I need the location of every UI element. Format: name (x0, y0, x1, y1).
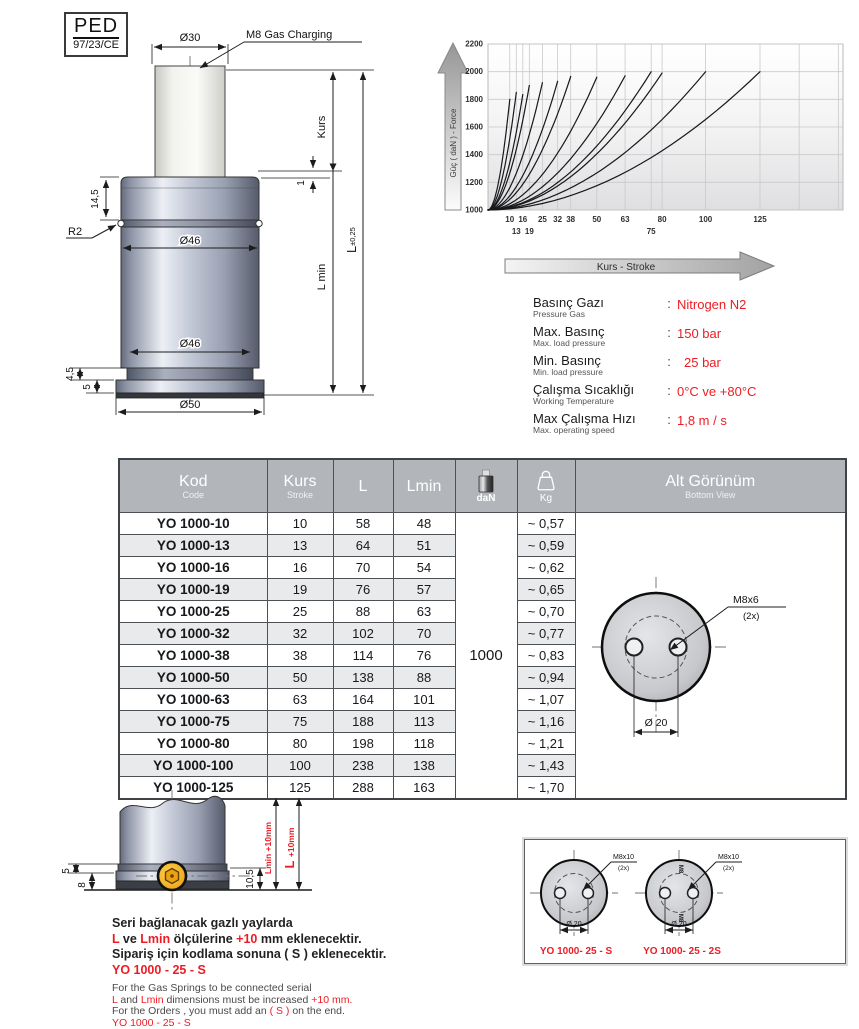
variant-caption: YO 1000- 25 - S (540, 946, 613, 957)
x-tick-labels (505, 215, 767, 236)
spec-label-tr: Çalışma Sıcaklığı (533, 383, 661, 396)
svg-text:1200: 1200 (465, 178, 483, 187)
cell-kg: ~ 0,62 (517, 557, 575, 579)
cell-kg: ~ 0,83 (517, 645, 575, 667)
svg-text:100: 100 (699, 215, 713, 224)
notes-english (112, 983, 492, 1029)
cell-stroke: 16 (267, 557, 333, 579)
spec-colon: : (661, 354, 677, 369)
dim-one: 1 (296, 180, 307, 186)
x-axis-title: Kurs - Stroke (597, 262, 656, 273)
dim-step2: 5 (82, 384, 93, 390)
dim-l-total: L±0,25 (345, 227, 359, 253)
svg-text:32: 32 (553, 215, 562, 224)
cell-kg: ~ 0,59 (517, 535, 575, 557)
col-header-kg: Kg (517, 459, 575, 513)
serial-variants-panel (524, 839, 846, 964)
svg-text:75: 75 (647, 227, 656, 236)
cell-lmin: 88 (393, 667, 455, 689)
cell-l: 238 (333, 755, 393, 777)
svg-text:38: 38 (566, 215, 575, 224)
spec-colon: : (661, 296, 677, 311)
note-line: L and Lmin dimensions must be increased +10 mm. (112, 995, 492, 1007)
cell-lmin: 57 (393, 579, 455, 601)
svg-text:63: 63 (621, 215, 630, 224)
dim-dia-rod: Ø30 (180, 32, 201, 44)
serial-variants-drawing (525, 840, 845, 963)
cell-l: 288 (333, 777, 393, 800)
col-header-dan: daN (455, 459, 517, 513)
spec-label-en: Working Temperature (533, 396, 661, 406)
cell-lmin: 51 (393, 535, 455, 557)
cell-code: YO 1000-63 (119, 689, 267, 711)
hole-spacing-label: Ø 20 (566, 921, 581, 928)
cell-code: YO 1000-125 (119, 777, 267, 800)
cell-code: YO 1000-32 (119, 623, 267, 645)
cell-lmin: 54 (393, 557, 455, 579)
svg-text:19: 19 (525, 227, 534, 236)
cell-kg: ~ 1,07 (517, 689, 575, 711)
cell-l: 76 (333, 579, 393, 601)
cell-lmin: 48 (393, 513, 455, 535)
svg-text:25: 25 (538, 215, 547, 224)
y-axis-title: Güç ( daN ) - Force (449, 108, 458, 177)
cell-l: 64 (333, 535, 393, 557)
note-line: L ve Lmin ölçülerine +10 mm eklenecektir. (112, 932, 492, 948)
dan-cylinder-icon (476, 469, 496, 493)
cell-stroke: 75 (267, 711, 333, 733)
spec-label-tr: Basınç Gazı (533, 296, 661, 309)
cell-code: YO 1000-13 (119, 535, 267, 557)
spec-label-tr: Max Çalışma Hızı (533, 412, 661, 425)
ped-title: PED (73, 16, 119, 39)
svg-text:80: 80 (658, 215, 667, 224)
cell-stroke: 38 (267, 645, 333, 667)
cell-stroke: 13 (267, 535, 333, 557)
cell-lmin: 70 (393, 623, 455, 645)
dim-5: 5 (61, 868, 72, 874)
lmin-plus10-label: Lmin +10mm (263, 821, 273, 874)
cell-code: YO 1000-10 (119, 513, 267, 535)
dim-kurs: Kurs (316, 115, 328, 138)
flange (116, 380, 264, 393)
cell-code: YO 1000-25 (119, 601, 267, 623)
svg-text:2200: 2200 (465, 40, 483, 49)
note-line-order-code: YO 1000 - 25 - S (112, 963, 492, 979)
spec-label-en: Pressure Gas (533, 309, 661, 319)
note-line: Sipariş için kodlama sonuna ( S ) eklenecektir. (112, 947, 492, 963)
svg-text:16: 16 (518, 215, 527, 224)
svg-text:50: 50 (592, 215, 601, 224)
ped-subtitle: 97/23/CE (73, 39, 119, 52)
cell-kg: ~ 0,57 (517, 513, 575, 535)
cell-kg: ~ 1,70 (517, 777, 575, 800)
cell-stroke: 125 (267, 777, 333, 800)
cell-stroke: 80 (267, 733, 333, 755)
cell-stroke: 50 (267, 667, 333, 689)
dim-dia-body-lower: Ø46 (180, 338, 201, 350)
cell-l: 58 (333, 513, 393, 535)
cell-stroke: 63 (267, 689, 333, 711)
spec-value: 150 bar (677, 325, 721, 341)
cell-l: 114 (333, 645, 393, 667)
svg-text:125: 125 (753, 215, 767, 224)
thread-label: M8x6 (733, 594, 759, 606)
cell-code: YO 1000-100 (119, 755, 267, 777)
neck (127, 368, 253, 380)
thread-count-label: (2x) (723, 865, 734, 872)
cell-l: 102 (333, 623, 393, 645)
dim-collar-height: 14,5 (90, 189, 101, 209)
note-line: Seri bağlanacak gazlı yaylarda (112, 916, 492, 932)
cell-lmin: 76 (393, 645, 455, 667)
svg-text:2000: 2000 (465, 67, 483, 76)
dim-105: 10,5 (245, 869, 256, 889)
cell-stroke: 25 (267, 601, 333, 623)
svg-text:1400: 1400 (465, 150, 483, 159)
dim-dia-flange: Ø50 (180, 399, 201, 411)
specifications-list (533, 296, 855, 441)
cell-l: 198 (333, 733, 393, 755)
force-stroke-chart (430, 15, 859, 290)
spec-colon: : (661, 325, 677, 340)
collar (121, 177, 259, 220)
cell-code: YO 1000-80 (119, 733, 267, 755)
cell-stroke: 19 (267, 579, 333, 601)
spec-row-max-speed (533, 412, 855, 433)
table-header-row (119, 459, 846, 513)
extra-thread-top-label: M8 (677, 865, 683, 874)
thread-label: M8x10 (613, 854, 634, 861)
cell-lmin: 118 (393, 733, 455, 755)
cell-code: YO 1000-19 (119, 579, 267, 601)
svg-text:10: 10 (505, 215, 514, 224)
cell-bottom-view-merged (575, 513, 846, 800)
cell-lmin: 163 (393, 777, 455, 800)
hole-spacing-label: Ø 20 (644, 717, 667, 729)
dim-8: 8 (77, 882, 88, 888)
piston-rod (155, 66, 225, 178)
thread-label: M8x10 (718, 854, 739, 861)
spec-value: 0°C ve +80°C (677, 383, 756, 399)
bottom-view-drawing (578, 519, 843, 789)
serial-mount-drawing (40, 790, 320, 922)
note-line: For the Gas Springs to be connected serial (112, 983, 492, 995)
cell-l: 70 (333, 557, 393, 579)
spec-label-en: Min. load pressure (533, 367, 661, 377)
spec-value: 1,8 m / s (677, 412, 727, 428)
gas-spring-side-drawing (0, 0, 430, 455)
col-header-bottom-view: Alt Görünüm Bottom View (575, 459, 846, 513)
variant-caption: YO 1000- 25 - 2S (643, 946, 721, 957)
table-body (119, 513, 846, 800)
cell-lmin: 138 (393, 755, 455, 777)
gas-charging-label: M8 Gas Charging (246, 29, 332, 41)
cell-l: 164 (333, 689, 393, 711)
thread-count-label: (2x) (618, 865, 629, 872)
cell-stroke: 100 (267, 755, 333, 777)
cell-kg: ~ 0,70 (517, 601, 575, 623)
dim-dia-body-upper: Ø46 (180, 235, 201, 247)
cell-dan-merged: 1000 (455, 513, 517, 800)
thread-count-label: (2x) (743, 611, 759, 622)
flange-base (116, 393, 264, 398)
cell-kg: ~ 0,65 (517, 579, 575, 601)
cell-lmin: 101 (393, 689, 455, 711)
cell-l: 88 (333, 601, 393, 623)
spec-value: Nitrogen N2 (677, 296, 746, 312)
hole-spacing-label: Ø 20 (671, 921, 686, 928)
spec-row-max-pressure (533, 325, 855, 346)
cell-code: YO 1000-50 (119, 667, 267, 689)
cell-code: YO 1000-16 (119, 557, 267, 579)
cylinder-body-broken (120, 796, 225, 864)
spec-label-en: Max. operating speed (533, 425, 661, 435)
kg-weight-icon (534, 469, 558, 493)
groove (121, 220, 259, 227)
cell-lmin: 113 (393, 711, 455, 733)
col-header-stroke: Kurs Stroke (267, 459, 333, 513)
extra-thread-bottom-label: M8 (677, 914, 683, 923)
dim-lmin: L min (316, 264, 328, 291)
cell-l: 138 (333, 667, 393, 689)
y-tick-labels (465, 40, 483, 215)
spec-label-tr: Max. Basınç (533, 325, 661, 338)
col-header-lmin: Lmin (393, 459, 455, 513)
cell-stroke: 32 (267, 623, 333, 645)
cell-l: 188 (333, 711, 393, 733)
svg-text:1000: 1000 (465, 206, 483, 215)
cell-stroke: 10 (267, 513, 333, 535)
note-line: For the Orders , you must add an ( S ) on the end. (112, 1006, 492, 1018)
cell-kg: ~ 0,94 (517, 667, 575, 689)
spec-colon: : (661, 412, 677, 427)
spec-label-en: Max. load pressure (533, 338, 661, 348)
col-header-code: Kod Code (119, 459, 267, 513)
cell-lmin: 63 (393, 601, 455, 623)
dim-r2: R2 (68, 226, 82, 238)
notes-turkish (112, 916, 492, 978)
variant-view-s (530, 850, 637, 957)
dim-step1: 4,5 (65, 367, 76, 381)
spec-row-working-temperature (533, 383, 855, 404)
thread-hole-left (625, 639, 642, 656)
cell-kg: ~ 1,43 (517, 755, 575, 777)
cell-kg: ~ 0,77 (517, 623, 575, 645)
spec-colon: : (661, 383, 677, 398)
svg-text:13: 13 (512, 227, 521, 236)
bottom-view-body (602, 593, 710, 701)
notes-block (112, 916, 492, 1029)
thread-hole-right (669, 639, 686, 656)
cell-code: YO 1000-38 (119, 645, 267, 667)
variant-view-2s (635, 850, 742, 957)
cell-code: YO 1000-75 (119, 711, 267, 733)
svg-text:1600: 1600 (465, 123, 483, 132)
product-table (118, 458, 847, 800)
note-line-order-code: YO 1000 - 25 - S (112, 1018, 492, 1029)
spec-row-min-pressure (533, 354, 855, 375)
svg-text:1800: 1800 (465, 95, 483, 104)
spec-row-pressure-gas (533, 296, 855, 317)
l-plus10-label: L +10mm (282, 827, 297, 868)
spec-value: 25 bar (677, 354, 721, 370)
cell-kg: ~ 1,21 (517, 733, 575, 755)
cell-kg: ~ 1,16 (517, 711, 575, 733)
col-header-l: L (333, 459, 393, 513)
table-row (119, 513, 846, 535)
spec-label-tr: Min. Basınç (533, 354, 661, 367)
